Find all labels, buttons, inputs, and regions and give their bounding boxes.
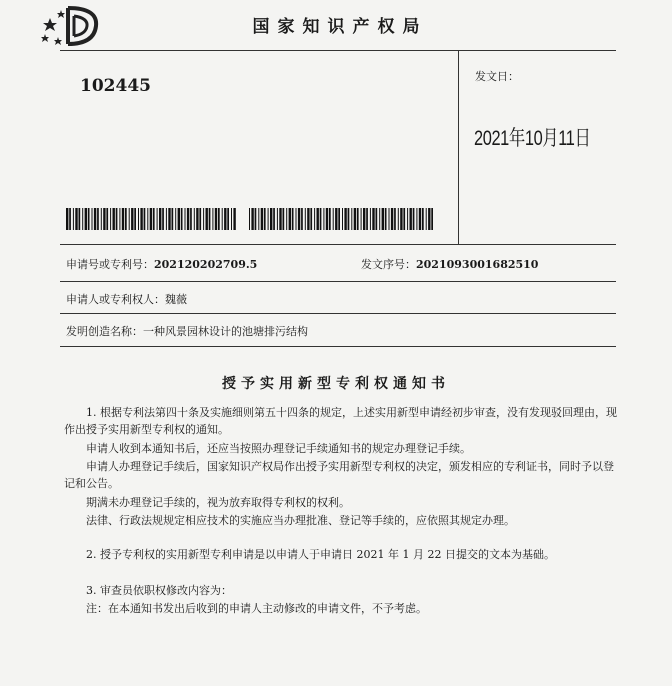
header-vertical-divider	[458, 50, 459, 244]
paragraph-5: 法律、行政法规规定相应技术的实施应当办理批准、登记等手续的，应依照其规定办理。	[86, 514, 515, 527]
applicant-field	[66, 291, 187, 307]
divider-1	[60, 244, 616, 245]
send-date-value: 2021年10月11日	[474, 127, 591, 150]
paragraph-8: 注：在本通知书发出后收到的申请人主动修改的申请文件，不予考虑。	[86, 602, 427, 615]
paragraph-6: 2. 授予专利权的实用新型专利申请是以申请人于申请日 2021 年 1 月 22 日提交的文本为基础。	[86, 548, 555, 561]
send-sequence-field	[361, 256, 538, 272]
document-number: 102445	[80, 76, 151, 96]
invention-title-field	[66, 323, 308, 339]
barcode-1	[66, 208, 236, 230]
send-date-label: 发文日：	[475, 70, 519, 83]
notice-title: 授予实用新型专利权通知书	[222, 376, 450, 392]
paragraph-4: 期满未办理登记手续的，视为放弃取得专利权的权利。	[86, 496, 350, 509]
send-sequence-label: 发文序号：	[361, 258, 416, 271]
paragraph-2: 申请人收到本通知书后，还应当按照办理登记手续通知书的规定办理登记手续。	[86, 442, 471, 455]
application-number-label: 申请号或专利号：	[66, 258, 154, 271]
send-sequence-value: 2021093001682510	[416, 258, 539, 271]
cnipa-logo-icon	[40, 4, 100, 48]
agency-name: 国家知识产权局	[252, 17, 428, 37]
barcode-2	[249, 208, 435, 230]
invention-title-value: 一种风景园林设计的池塘排污结构	[143, 325, 308, 338]
paragraph-3: 申请人办理登记手续后，国家知识产权局作出授予实用新型专利权的决定，颁发相应的专利证书，同时予以登记和公告。	[64, 460, 614, 490]
application-number-value: 202120202709.5	[154, 258, 258, 271]
application-number-field	[66, 256, 257, 272]
divider-4	[60, 346, 616, 347]
paragraph-1: 1. 根据专利法第四十条及实施细则第五十四条的规定，上述实用新型申请经初步审查，没有发现驳回理由，现作出授予实用新型专利权的通知。	[64, 406, 617, 436]
divider-3	[60, 313, 616, 314]
paragraph-7: 3. 审查员依职权修改内容为：	[86, 584, 232, 597]
applicant-value: 魏薇	[165, 293, 187, 306]
top-divider	[60, 50, 616, 51]
applicant-label: 申请人或专利权人：	[66, 293, 165, 306]
divider-2	[60, 281, 616, 282]
invention-title-label: 发明创造名称：	[66, 325, 143, 338]
